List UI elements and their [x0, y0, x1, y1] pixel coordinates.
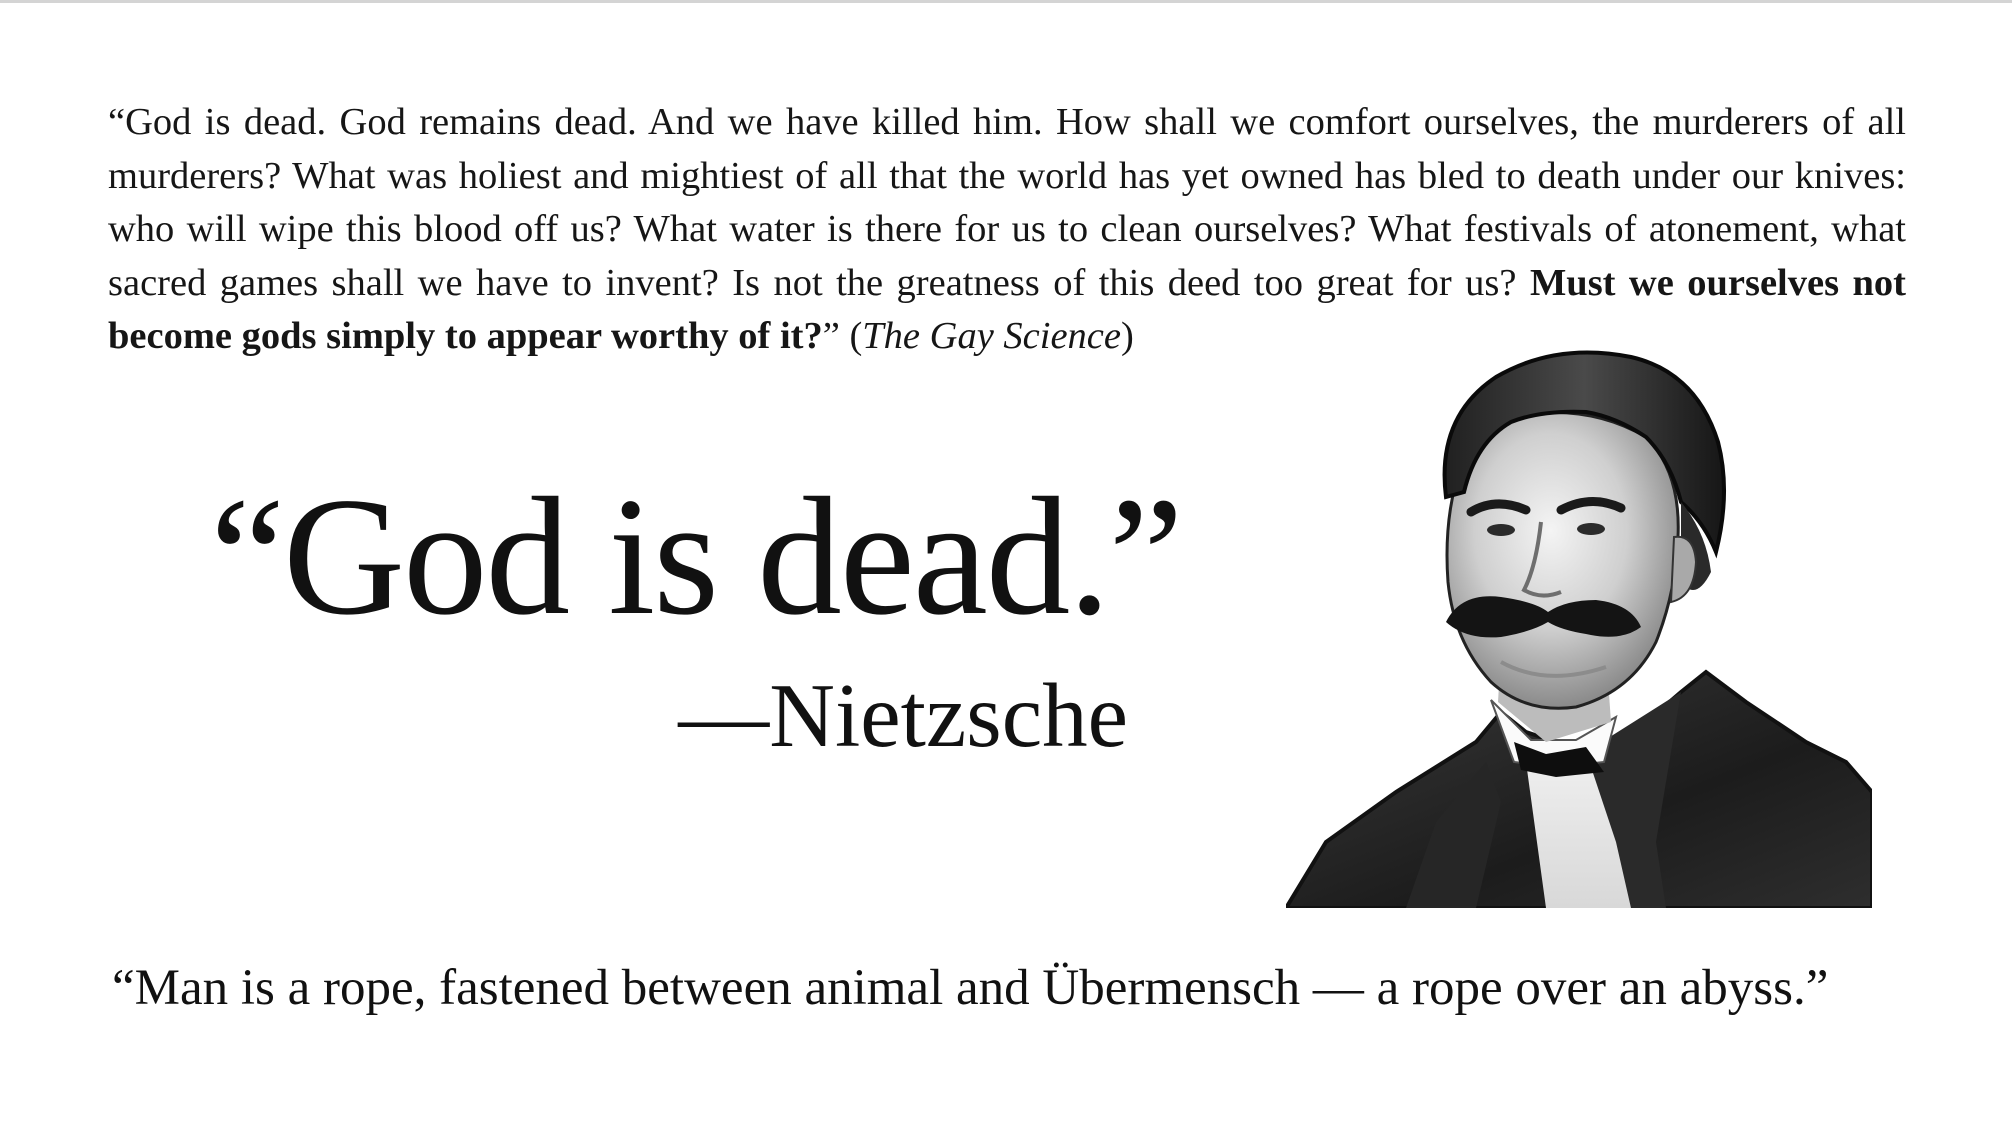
headline-attribution: —Nietzsche [678, 665, 1128, 766]
ubermensch-quote: “Man is a rope, fastened between animal and Übermensch — a rope over an abyss.” [112, 960, 1829, 1016]
quote-open-mark: “ [108, 101, 126, 143]
source-title: The Gay Science [862, 315, 1121, 357]
quote-close-mark: ” [822, 315, 840, 357]
source-paren-open: ( [839, 315, 863, 357]
source-paren-close: ) [1120, 315, 1134, 357]
nietzsche-portrait-image [1286, 322, 1872, 908]
top-divider [0, 0, 2012, 3]
quote-bold-text: Must we ourselves not become gods simply to appear worthy of it? [108, 261, 1906, 357]
quote-text: God is dead. God remains dead. And we have killed him. How shall we comfort ourselves, the murderers of all murderers? What was holiest and mightiest of all that the world has yet owned has bled to death under our knives: who will wipe this blood off us? What water is there for us to clean ourselves? What festivals of atonement, what sacred games shall we have to invent? Is not the greatness of this deed too great for us? [108, 101, 1906, 304]
headline-quote: “God is dead.” [210, 462, 1182, 650]
